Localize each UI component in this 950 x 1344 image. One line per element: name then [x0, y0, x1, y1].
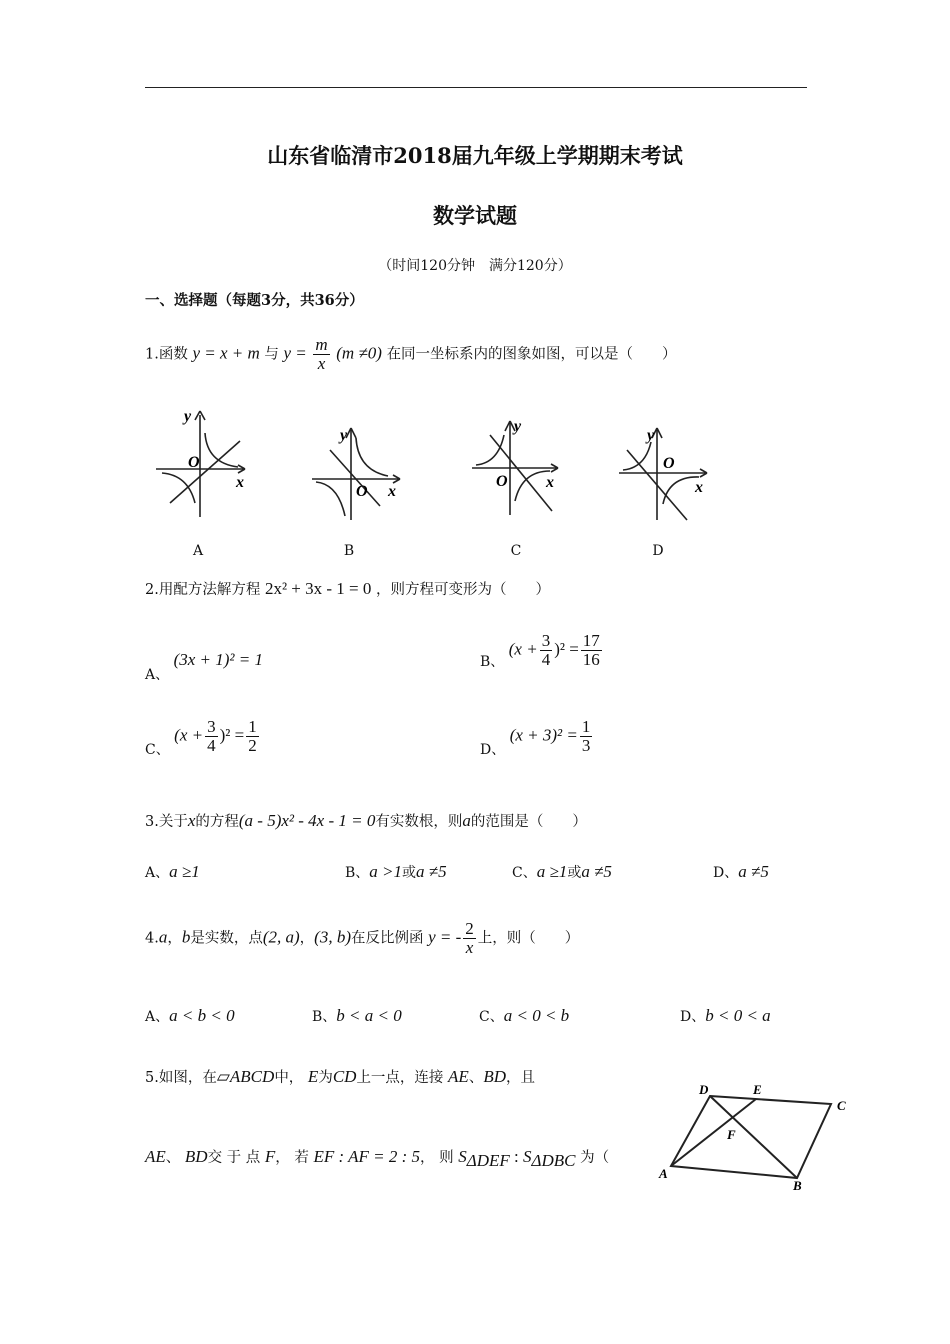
- q1-condition: (m ≠0): [336, 343, 382, 363]
- q2-option-b: B、 (x + $\frac{3}{4}$ )² = $\frac{17}{16}$: [480, 631, 600, 671]
- q2-equation: 2x² + 3x - 1 = 0: [264, 579, 372, 598]
- q2-tail: ，则方程可变形为（ ）: [376, 582, 550, 598]
- q4-option-b: B、b < a < 0: [312, 1006, 402, 1025]
- q2-option-c: C、 (x + $\frac{3}{4}$ )² = $\frac{1}{2}$: [145, 717, 257, 759]
- q4-option-d: D、b < 0 < a: [680, 1006, 771, 1025]
- q4-function-lhs: y = -: [428, 927, 462, 947]
- q5-label-e: E: [753, 1082, 762, 1097]
- q1-function-linear: y = x + m: [192, 343, 260, 363]
- q5-parallelogram-figure: [655, 1078, 855, 1190]
- graph-d: [615, 420, 715, 525]
- q1-conjunction: 与: [264, 346, 279, 363]
- graph-a-x-label: x: [236, 474, 244, 491]
- graph-c: [468, 415, 568, 525]
- q2-option-a: A、 (3x + 1)² = 1: [145, 650, 263, 683]
- graph-d-y-label: y: [647, 427, 655, 444]
- choice-label-d: D: [652, 543, 664, 559]
- q3-equation: (a - 5)x² - 4x - 1 = 0: [238, 811, 376, 830]
- question-2: [145, 578, 550, 599]
- q3-option-d: D、a ≠5: [713, 862, 769, 881]
- graph-d-origin-label: O: [663, 455, 675, 472]
- question-3: 3.关于x的方程(a - 5)x² - 4x - 1 = 0有实数根，则a的范围是（ ）: [145, 811, 587, 830]
- graph-c-origin-label: O: [496, 473, 508, 490]
- q1-function-inverse-lhs: y =: [283, 343, 307, 363]
- q5-label-d: D: [699, 1082, 709, 1097]
- q5-parallelogram: ▱ABCD: [216, 1067, 275, 1086]
- q3-option-a: A、a ≥1: [145, 862, 200, 881]
- question-1: [145, 336, 677, 373]
- exam-title: 山东省临清市2018届九年级上学期期末考试: [267, 143, 683, 168]
- exam-subtitle: 数学试题: [433, 203, 517, 228]
- question-5-line-2: AE、 BD交 于 点 F， 若 EF : AF = 2 : 5， 则 $S_{\Delta DEF}$ : $S_{\Delta DBC}$ 为（: [145, 1147, 610, 1170]
- graph-a-y-label: y: [184, 408, 192, 425]
- question-4: 4.a，b是实数，点(2, a)，(3, b)在反比例函 y = - $\frac{2}{x}$ 上，则（ ）: [145, 919, 580, 957]
- q5-label-f: F: [727, 1127, 736, 1142]
- q2-number: 2.用配方法解方程: [145, 582, 261, 598]
- graph-a-origin-label: O: [188, 454, 200, 471]
- q4-option-c: C、a < 0 < b: [479, 1006, 570, 1025]
- q5-ratio: EF : AF = 2 : 5: [313, 1147, 421, 1166]
- choice-label-c: C: [510, 543, 522, 559]
- q1-tail: 在同一坐标系内的图象如图，可以是（ ）: [386, 346, 677, 363]
- graph-a: [150, 405, 250, 520]
- graph-b-origin-label: O: [356, 483, 368, 500]
- q4-fraction: $\frac{2}{x}$: [465, 919, 474, 957]
- choice-label-b: B: [343, 543, 355, 559]
- q1-number: 1.函数: [145, 346, 188, 363]
- graph-b: [308, 420, 408, 525]
- graph-d-x-label: x: [695, 479, 703, 496]
- exam-info: （时间120分钟 满分120分）: [378, 258, 572, 274]
- q5-label-a: A: [659, 1166, 668, 1181]
- choice-label-a: A: [192, 543, 204, 559]
- q3-option-c: C、a ≥1或a ≠5: [512, 862, 612, 881]
- section-heading: 一、选择题（每题3分，共36分）: [145, 292, 364, 309]
- top-rule: [145, 87, 807, 88]
- graph-c-y-label: y: [514, 418, 522, 435]
- graph-b-y-label: y: [340, 427, 348, 444]
- q5-label-c: C: [837, 1098, 846, 1113]
- q5-label-b: B: [793, 1178, 802, 1190]
- q3-option-b: B、a >1或a ≠5: [345, 862, 447, 881]
- graph-c-x-label: x: [546, 474, 554, 491]
- q2-option-d: D、 (x + 3)² = $\frac{1}{3}$: [480, 717, 591, 759]
- graph-b-x-label: x: [388, 483, 396, 500]
- q4-option-a: A、a < b < 0: [145, 1006, 235, 1025]
- q1-fraction: $\frac{m}{x}$: [315, 335, 328, 373]
- question-5-line-1: 5.如图，在▱ABCD中， E为CD上一点，连接 AE、BD，且: [145, 1067, 535, 1086]
